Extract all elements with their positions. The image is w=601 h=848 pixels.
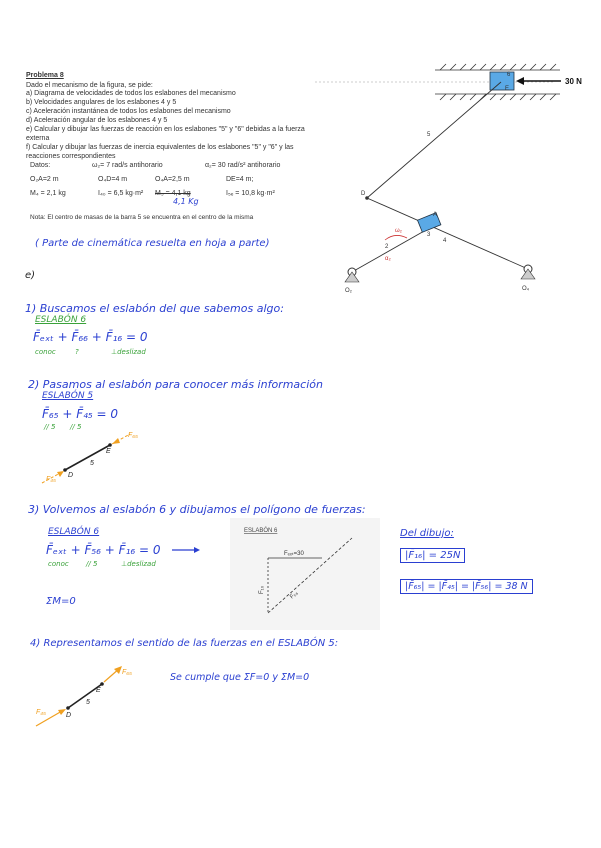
link-2	[352, 226, 433, 272]
problem-item: reacciones correspondientes	[26, 153, 116, 160]
step2-link: ESLABÓN 5	[42, 391, 94, 401]
pivot-o4-base	[521, 269, 535, 279]
step3-under-1: conoc	[48, 560, 69, 568]
step3-arrow	[172, 545, 202, 555]
step3-title: 3) Volvemos al eslabón 6 y dibujamos el polígono de fuerzas:	[28, 503, 366, 516]
mech-label-d: D	[361, 191, 366, 197]
mech-label-o4: O₄	[522, 286, 530, 292]
link5-bar	[65, 445, 110, 470]
data-label: Datos:	[30, 162, 51, 169]
step3-under-3: ⊥deslizad	[121, 560, 156, 568]
label-f65: F₆₅	[128, 432, 138, 439]
data-m5: M₅ = 4,1 kg	[155, 190, 191, 197]
problem-item: f) Calcular y dibujar las fuerzas de inercia equivalentes de los eslabones "5" y "6" y las	[26, 144, 294, 151]
link5-sketch-step2	[30, 425, 160, 485]
step1-equation: F̄ₑₓₜ + F̄₆₆ + F̄₁₆ = 0	[33, 330, 148, 344]
data-o4d: O₄D=4 m	[98, 176, 128, 183]
problem-intro: Dado el mecanismo de la figura, se pide:	[26, 82, 153, 89]
data-o2a: O₂A=2 m	[30, 176, 59, 183]
label-5: 5	[90, 460, 94, 467]
step1-under-2: ?	[75, 348, 79, 356]
omega-arc	[385, 235, 407, 240]
link-4	[367, 198, 528, 269]
sketch-f56-line	[268, 538, 352, 613]
f45-arrowhead	[58, 709, 66, 715]
force-arrowhead	[516, 77, 524, 85]
problem-note: Nota: El centro de masas de la barra 5 se encuentra en el centro de la misma	[30, 214, 254, 221]
step4-check: Se cumple que ΣF=0 y ΣM=0	[170, 672, 310, 683]
problem-title: Problema 8	[26, 72, 64, 79]
section-e-label: e)	[25, 270, 36, 281]
joint-d	[365, 196, 369, 200]
problem-item: d) Aceleración angular de los eslabones 4 y 5	[26, 117, 168, 124]
link5-sketch-step4	[30, 660, 160, 730]
result-f56: |F̄₆₅| = |F̄₄₅| = |F̄₅₆| = 38 N	[400, 579, 533, 594]
mech-label-e: E	[505, 86, 510, 92]
step4-title: 4) Representamos el sentido de las fuerzas en el ESLABÓN 5:	[30, 638, 339, 649]
step1-link: ESLABÓN 6	[35, 315, 87, 325]
step2-title: 2) Pasamos al eslabón para conocer más información	[28, 378, 323, 391]
parts-note: ( Parte de cinemática resuelta en hoja a parte)	[35, 238, 270, 249]
problem-item: e) Calcular y dibujar las fuerzas de reacción en los eslabones "5" y "6" debidas a la fuerza	[26, 126, 305, 133]
joint-d	[66, 706, 70, 710]
problem-item: c) Aceleración instantánea de todos los eslabones del mecanismo	[26, 108, 231, 115]
label-e: E	[96, 687, 101, 694]
link-5	[367, 82, 501, 198]
label-f45: F₄₅	[36, 709, 46, 716]
label-d: D	[66, 712, 72, 719]
data-m4: M₄ = 2,1 kg	[30, 190, 66, 197]
label-e: E	[106, 448, 111, 455]
result-f16: |F̄₁₆| = 25N	[400, 548, 465, 563]
mech-label-3: 3	[427, 232, 431, 238]
data-o4a: O₄A=2,5 m	[155, 176, 190, 183]
mech-label-5: 5	[427, 132, 431, 138]
force-label: 30 N	[565, 77, 582, 86]
sketch-label-fext: Fₑₓₜ=30	[284, 551, 304, 557]
f45-arrowhead	[57, 471, 64, 477]
step3-under-2: // 5	[86, 560, 98, 568]
step3-equation: F̄ₑₓₜ + F̄₅₆ + F̄₁₆ = 0	[46, 543, 161, 557]
f65-arrowhead	[112, 438, 120, 444]
force-polygon-photo	[230, 518, 380, 630]
mech-label-alpha: α₂	[385, 256, 391, 262]
mech-label-4: 4	[443, 238, 447, 244]
problem-item: a) Diagrama de velocidades de todos los eslabones del mecanismo	[26, 90, 236, 97]
result-title: Del dibujo:	[400, 528, 454, 539]
step2-under-2: // 5	[70, 423, 82, 431]
mech-label-o2: O₂	[345, 288, 352, 294]
data-i5: I₅ₑ = 10,8 kg·m²	[226, 190, 275, 197]
joint-e	[100, 682, 104, 686]
step1-title: 1) Buscamos el eslabón del que sabemos algo:	[25, 302, 284, 315]
step3-moment: ΣM=0	[46, 596, 76, 607]
mech-label-2: 2	[385, 244, 389, 250]
step2-equation: F̄₆₅ + F̄₄₅ = 0	[42, 407, 119, 421]
sketch-label-f56: F₅₆	[289, 590, 300, 601]
slider-6	[490, 72, 514, 90]
data-omega: ω₂= 7 rad/s antihorario	[92, 162, 163, 169]
data-de: DE=4 m;	[226, 176, 254, 183]
sketch-label-f16: F₁₆	[259, 585, 265, 594]
mech-label-omega: ω₂	[395, 228, 403, 234]
m5-correction: 4,1 Kg	[173, 197, 199, 206]
step3-link: ESLABÓN 6	[48, 527, 100, 537]
problem-items	[26, 89, 305, 161]
mech-label-6: 6	[507, 72, 511, 78]
joint-e	[108, 443, 112, 447]
step1-under-3: ⊥deslizad	[111, 348, 146, 356]
label-f65: F₆₅	[122, 669, 132, 676]
mech-label-a: A	[433, 212, 438, 218]
problem-item: b) Velocidades angulares de los eslabones 4 y 5	[26, 99, 177, 106]
label-d: D	[68, 472, 74, 479]
pivot-o2-base	[345, 272, 359, 282]
label-5: 5	[86, 699, 90, 706]
label-f45: F₄₅	[46, 476, 56, 483]
step1-under-1: conoc	[35, 348, 56, 356]
data-alpha: α₂= 30 rad/s² antihorario	[205, 162, 281, 169]
sketch-title: ESLABÓN 6	[244, 528, 278, 534]
step2-under-1: // 5	[44, 423, 56, 431]
problem-item: externa	[26, 135, 50, 142]
mechanism-diagram	[315, 60, 585, 300]
data-i4: I₄₀ = 6,5 kg·m²	[98, 190, 144, 197]
force-polygon-svg	[230, 518, 380, 630]
